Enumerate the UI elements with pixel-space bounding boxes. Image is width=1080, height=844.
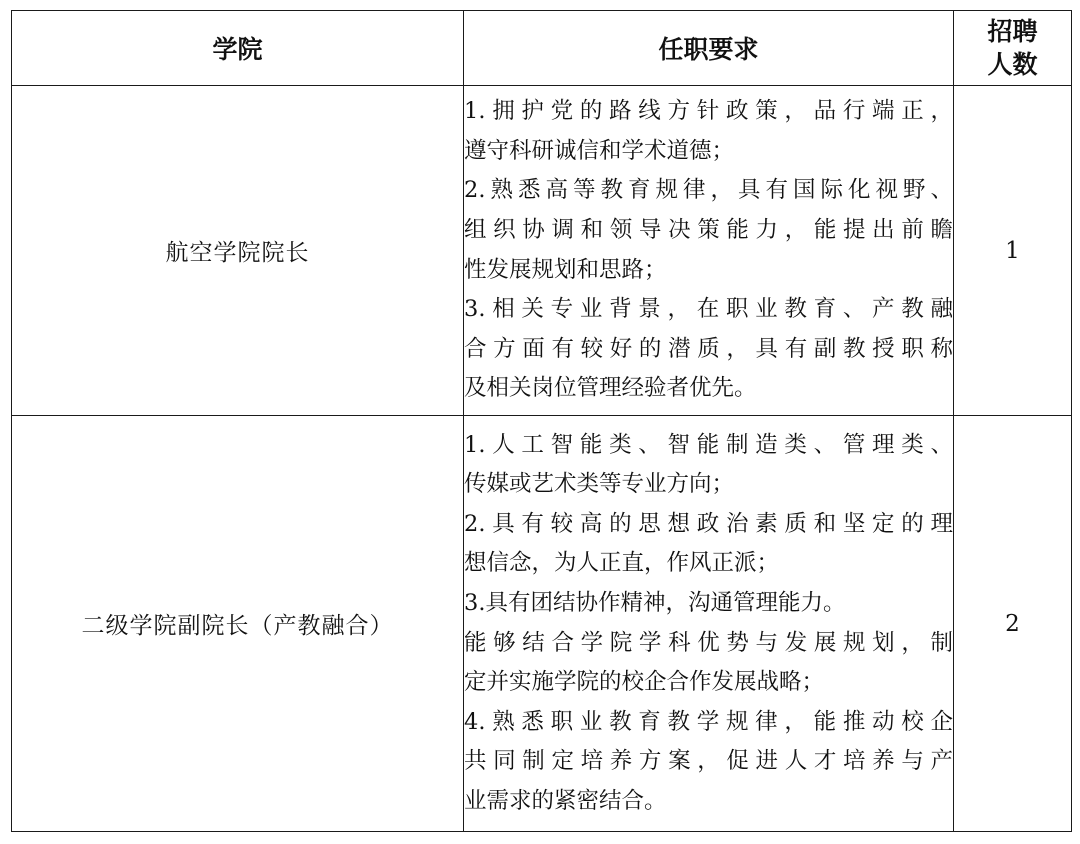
requirement-line: 传媒或艺术类等专业方向； [464,471,735,498]
requirements-cell [464,86,954,416]
recruit-count-header-line2: 人数 [987,50,1038,79]
table-row [12,416,1072,832]
requirement-line: 共同制定培养方案，促进人才培养与产 [464,748,953,775]
recruit-count-cell: 1 [954,86,1072,416]
table-header-row [12,11,1072,86]
requirement-line: 性发展规划和思路； [464,256,667,283]
recruit-count-cell: 2 [954,416,1072,832]
requirement-line: 及相关岗位管理经验者优先。 [464,375,757,402]
requirements-header: 任职要求 [464,11,954,86]
recruit-count-header [954,11,1072,86]
requirement-line: 想信念，为人正直，作风正派； [464,550,780,577]
requirement-line: 1.人工智能类、智能制造类、管理类、 [464,431,953,458]
requirement-line: 2.具有较高的思想政治素质和坚定的理 [464,510,953,537]
table-row [12,86,1072,416]
college-header: 学院 [12,11,464,86]
requirement-line: 能够结合学院学科优势与发展规划，制 [464,629,953,656]
requirement-line: 2.熟悉高等教育规律，具有国际化视野、 [464,177,953,204]
college-cell: 二级学院副院长（产教融合） [12,416,464,832]
college-cell: 航空学院院长 [12,86,464,416]
requirement-line: 合方面有较好的潜质，具有副教授职称 [464,335,953,362]
recruit-count-header-line1: 招聘 [987,17,1038,46]
requirement-line: 组织协调和领导决策能力，能提出前瞻 [464,216,953,243]
requirements-cell [464,416,954,832]
requirement-line: 定并实施学院的校企合作发展战略； [464,669,825,696]
requirement-line: 4.熟悉职业教育教学规律，能推动校企 [464,708,953,735]
requirement-line: 1.拥护党的路线方针政策，品行端正， [464,98,953,125]
requirement-line: 业需求的紧密结合。 [464,787,667,814]
requirement-line: 3.具有团结协作精神，沟通管理能力。 [464,589,846,616]
recruitment-table [11,10,1072,832]
requirement-line: 3.相关专业背景，在职业教育、产教融 [464,296,953,323]
requirement-line: 遵守科研诚信和学术道德； [464,137,735,164]
